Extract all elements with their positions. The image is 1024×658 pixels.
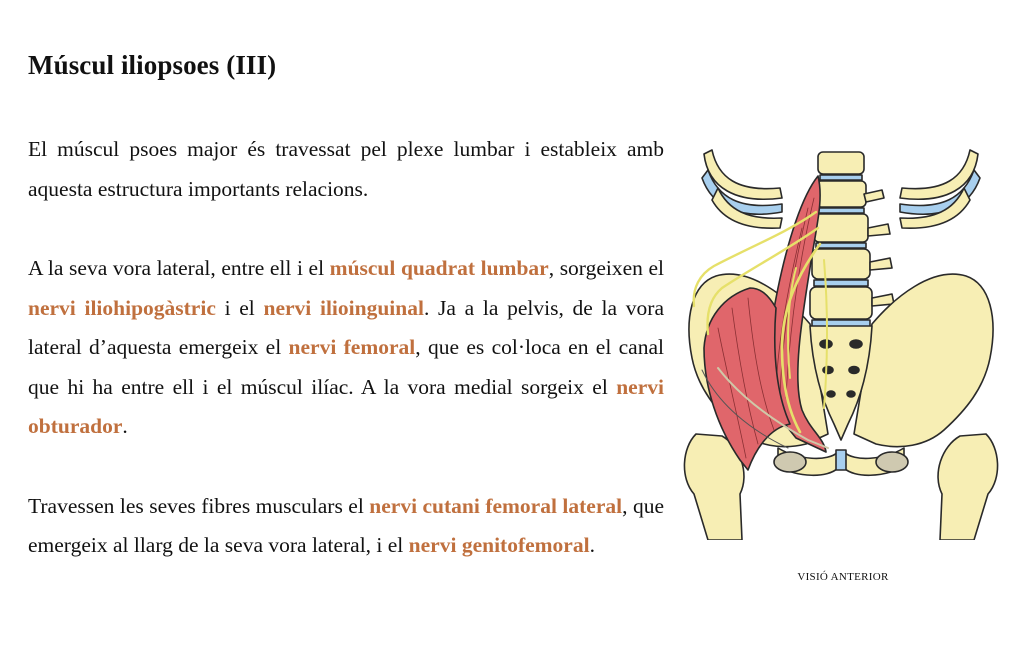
term-femoral-nerve: nervi femoral <box>288 335 416 359</box>
term-lateral-femoral-cutaneous-nerve: nervi cutani femoral lateral <box>369 493 623 518</box>
text-run: , que es col·loca en el canal que hi ha entre ell i el múscul ilíac. A la vora medial sorgeix el <box>28 335 664 399</box>
text-run: Travessen les seves fibres musculars el <box>28 493 370 518</box>
text-run: . Ja a la pelvis, de la vora lateral d’aquesta emergeix el <box>28 295 664 359</box>
page-title: Múscul iliopsoes (III) <box>28 50 277 80</box>
text-run: , que emergeix al llarg de la seva vora lateral, i el <box>28 493 664 557</box>
paragraph-lateral-border <box>28 249 664 447</box>
term-obturator-nerve: nervi obturador <box>28 374 664 438</box>
text-run: . <box>589 533 595 557</box>
term-iliohypogastric-nerve: nervi iliohipogàstric <box>28 295 216 320</box>
lumbar-spine <box>810 152 894 327</box>
paragraph-intro <box>28 130 664 209</box>
term-ilioinguinal-nerve: nervi ilioinguinal <box>263 295 424 320</box>
body-text <box>28 130 664 606</box>
text-run: , sorgeixen el <box>548 256 664 280</box>
paragraph-crossing-nerves <box>28 487 664 566</box>
text-run: i el <box>215 295 264 320</box>
figure-caption: VISIÓ ANTERIOR <box>797 571 889 583</box>
term-genitofemoral-nerve: nervi genitofemoral <box>408 533 590 557</box>
term-quadratus-lumborum: múscul quadrat lumbar <box>329 256 549 280</box>
text-run: A la seva vora lateral, entre ell i el <box>28 256 330 280</box>
rib-right <box>900 150 980 228</box>
iliopsoas-anatomy-illustration <box>678 148 1004 540</box>
paragraph-intro-text: El múscul psoes major és travessat pel plexe lumbar i estableix amb aquesta estructura importants relacions. <box>28 137 664 201</box>
text-run: . <box>122 414 128 438</box>
rib-left <box>702 150 782 228</box>
